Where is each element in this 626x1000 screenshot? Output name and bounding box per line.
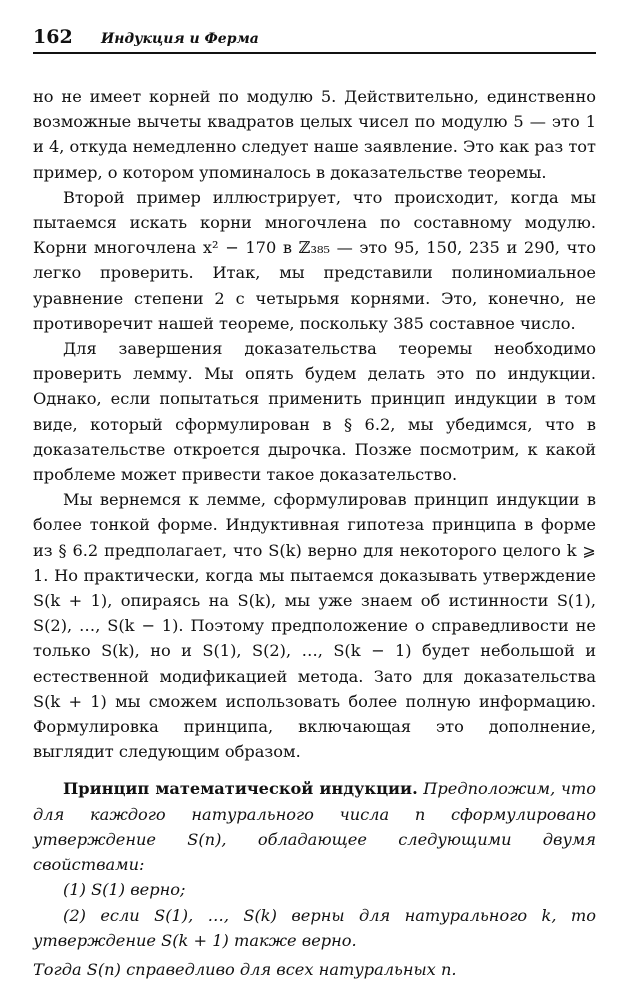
paragraph-1: но не имеет корней по модулю 5. Действительно, единственно возможные вычеты квадратов целых чисел по модулю 5 — это 1 и 4, откуда немедленно следует наше заявление. Это как раз тот пример, о котором упоминалось в доказательстве теоремы. — [33, 87, 596, 182]
body-text — [33, 84, 596, 982]
header-rule — [33, 52, 596, 54]
paragraph-2: Второй пример иллюстрирует, что происходит, когда мы пытаемся искать корни многочлена по составному модулю. Корни многочлена x² − 170 в ℤ₃₈₅ — это 95̄, 150̄, 235̄ и 290̄, что легко проверить. Итак, мы представили полиномиальное уравнение степени 2 с четырьмя корнями. Это, конечно, не противоречит нашей теореме, поскольку 385 составное число. — [33, 187, 596, 333]
paragraph-4: Мы вернемся к лемме, сформулировав принцип индукции в более тонкой форме. Индуктивная гипотеза принципа в форме из § 6.2 предполагает, что S(k) верно для некоторого целого k ⩾ 1. Но практически, когда мы пытаемся доказывать утверждение S(k + 1), опираясь на S(k), мы уже знаем об истинности S(1), S(2), …, S(k − 1). Поэтому предположение о справедливости не только S(k), но и S(1), S(2), …, S(k − 1) будет небольшой и естественной модификацией метода. Зато для доказательства S(k + 1) мы сможем использовать более полную информацию. Формулировка принципа, включающая это дополнение, выглядит следующим образом. — [33, 490, 596, 762]
paragraph-3: Для завершения доказательства теоремы необходимо проверить лемму. Мы опять будем делать это по индукции. Однако, если попытаться применить принцип индукции в том виде, который сформулирован в § 6.2, мы убедимся, что в доказательстве откроется дырочка. Позже посмотрим, к какой проблеме может привести такое доказательство. — [33, 339, 596, 485]
principle-statement: Предположим, что для каждого натурального числа n сформулировано утверждение S(n), обладающее следующими двумя свойствами: — [33, 779, 596, 875]
page-number: 162 — [33, 26, 73, 48]
principle-title: Принцип математической индукции. — [63, 779, 418, 799]
principle-item-1: (1) S(1) верно; — [63, 880, 186, 900]
running-title: Индукция и Ферма — [101, 31, 259, 47]
principle-item-2: (2) если S(1), …, S(k) верны для натурального k, то утверждение S(k + 1) также верно. — [33, 905, 596, 950]
page-header — [33, 22, 603, 54]
principle-conclusion: Тогда S(n) справедливо для всех натуральных n. — [33, 959, 457, 979]
principle-block — [33, 776, 596, 877]
